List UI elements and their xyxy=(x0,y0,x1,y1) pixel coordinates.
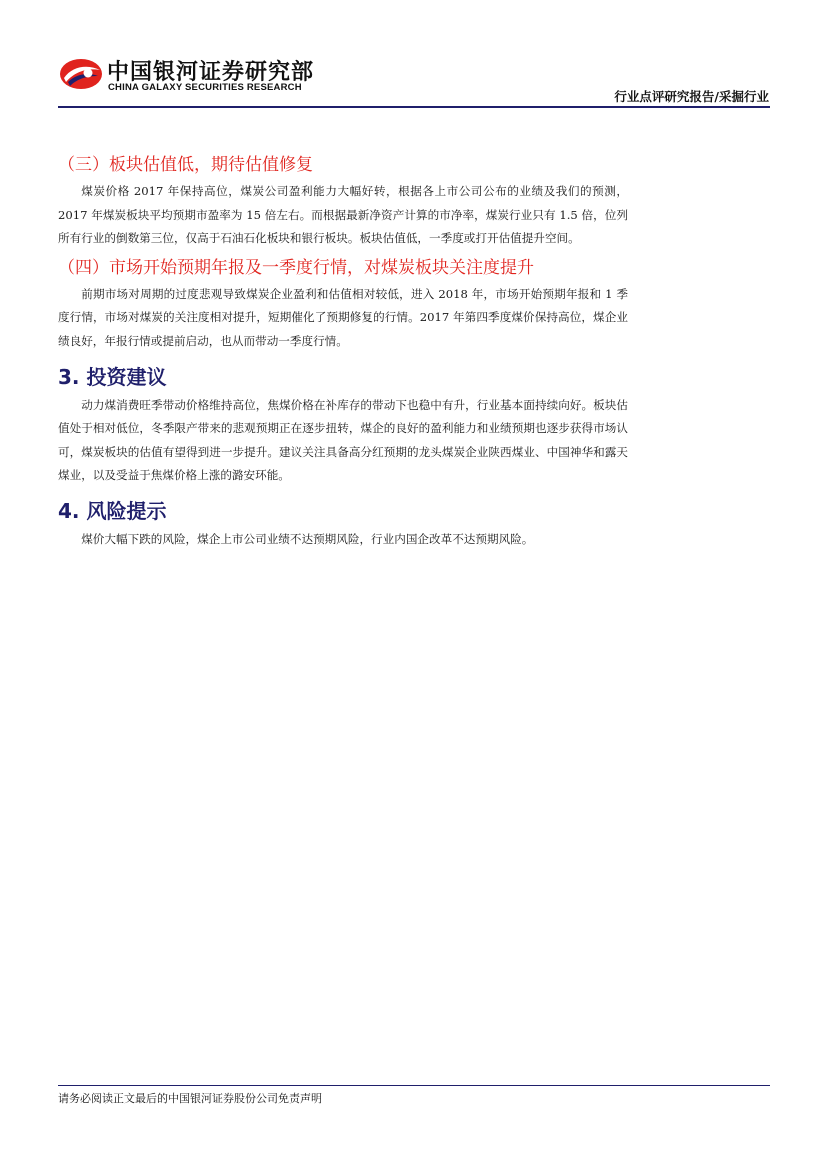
body-paragraph: 前期市场对周期的过度悲观导致煤炭企业盈利和估值相对较低，进入 2018 年，市场开始预期年报和 1 季度行情，市场对煤炭的关注度相对提升，短期催化了预期修复的行情。2017 年第四季度煤价保持高位，煤企业绩良好，年报行情或提前启动，也从而带动一季度行情。 xyxy=(58,286,628,348)
section-heading-investment-advice: 3. 投资建议 xyxy=(58,364,167,389)
page-header xyxy=(0,0,827,110)
report-body xyxy=(58,150,628,552)
footer-divider xyxy=(58,1085,770,1086)
report-type-label: 行业点评研究报告/采掘行业 xyxy=(614,89,769,104)
body-paragraph: 煤价大幅下跌的风险，煤企上市公司业绩不达预期风险，行业内国企改革不达预期风险。 xyxy=(81,531,534,546)
section-heading-market-expectation: （四）市场开始预期年报及一季度行情，对煤炭板块关注度提升 xyxy=(58,257,534,278)
logo-chinese-name: 中国银河证券研究部 xyxy=(107,60,315,85)
footer-disclaimer: 请务必阅读正文最后的中国银河证券股份公司免责声明 xyxy=(58,1092,322,1105)
logo-english-name: CHINA GALAXY SECURITIES RESEARCH xyxy=(108,82,302,93)
galaxy-logo-icon xyxy=(58,56,104,92)
section-heading-valuation: （三）板块估值低，期待估值修复 xyxy=(58,155,313,175)
header-divider xyxy=(58,106,770,108)
section-heading-risk-warning: 4. 风险提示 xyxy=(58,498,167,523)
body-paragraph: 动力煤消费旺季带动价格维持高位，焦煤价格在补库存的带动下也稳中有升，行业基本面持续向好。板块估值处于相对低位，冬季限产带来的悲观预期正在逐步扭转，煤企的良好的盈利能力和业绩预期也逐步获得市场认可，煤炭板块的估值有望得到进一步提升。建议关注具备高分红预期的龙头煤炭企业陕西煤业、中国神华和露天煤业，以及受益于焦煤价格上涨的潞安环能。 xyxy=(58,397,628,483)
body-paragraph: 煤炭价格 2017 年保持高位，煤炭公司盈利能力大幅好转，根据各上市公司公布的业绩及我们的预测，2017 年煤炭板块平均预期市盈率为 15 倍左右。而根据最新净资产计算的市净率，煤炭行业只有 1.5 倍，位列所有行业的倒数第三位，仅高于石油石化板块和银行板块。板块估值低，一季度或打开估值提升空间。 xyxy=(58,184,628,246)
